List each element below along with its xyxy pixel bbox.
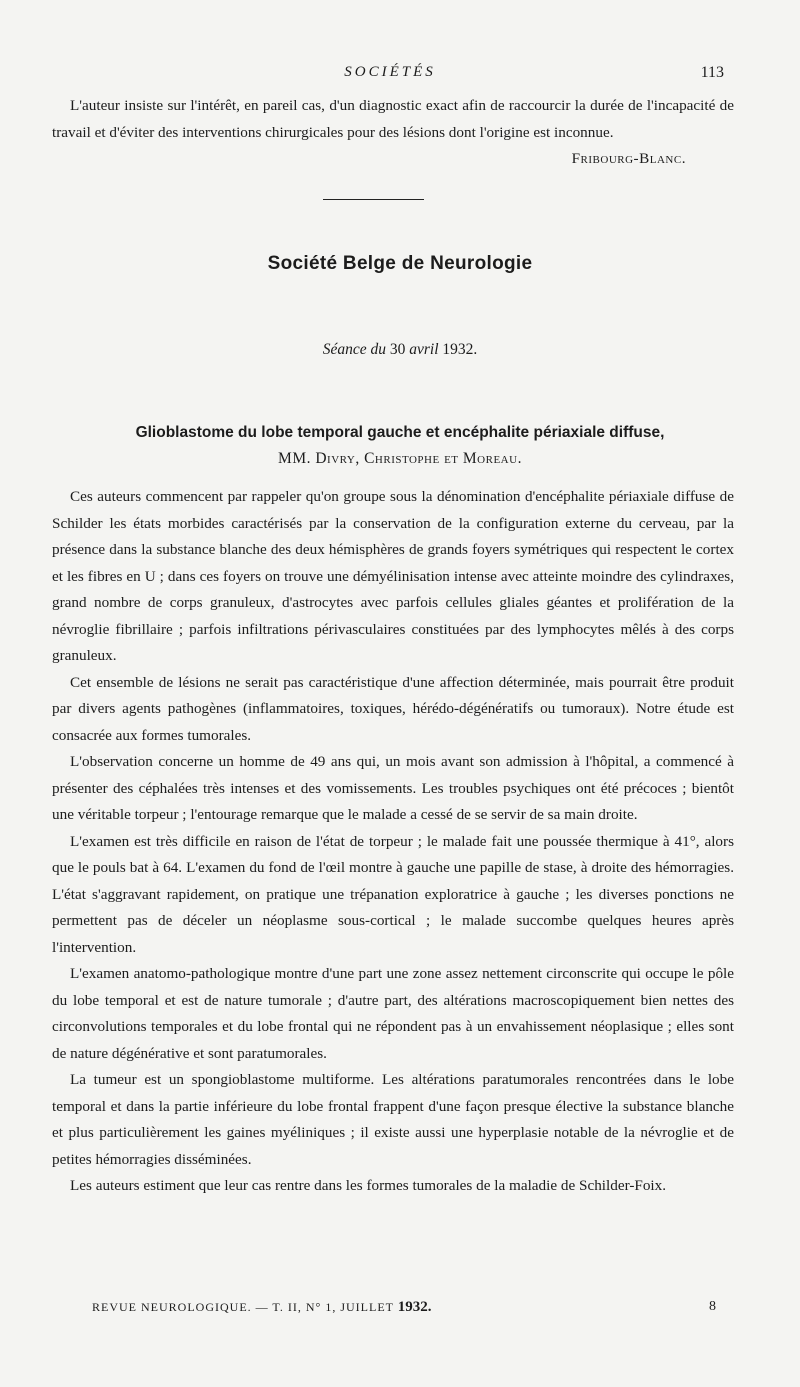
session-day: 30: [389, 341, 406, 358]
session-prefix: Séance du: [322, 341, 386, 358]
session-date: [0, 341, 800, 359]
society-title: Société Belge de Neurologie: [267, 253, 533, 274]
footer-year: 1932.: [397, 1299, 432, 1315]
running-title: SOCIÉTÉS: [344, 64, 436, 80]
footer-journal: [92, 1299, 432, 1316]
section-divider: [323, 199, 424, 200]
session-year: 1932.: [442, 341, 478, 358]
article-title: Glioblastome du lobe temporal gauche et encéphalite périaxiale diffuse,: [135, 424, 665, 441]
article-authors: MM. Divry, Christophe et Moreau.: [278, 450, 522, 467]
article-body: [52, 484, 734, 1200]
article-paragraph-2: Cet ensemble de lésions ne serait pas caractéristique d'une affection déterminée, mais pourrait être produit par divers agents pathogènes (inflammatoires, toxiques, hérédo-dégénératifs ou tumoraux). Notre étude est consacrée aux formes tumorales.: [52, 673, 734, 744]
article-paragraph-7: Les auteurs estiment que leur cas rentre dans les formes tumorales de la maladie de Schilder-Foix.: [70, 1177, 667, 1194]
intro-paragraph-block: [52, 93, 734, 173]
page-footer: [92, 1297, 716, 1321]
article-paragraph-1: Ces auteurs commencent par rappeler qu'on groupe sous la dénomination d'encéphalite périaxiale diffuse de Schilder les états morbides caractérisés par la conservation de la configuration externe du cerveau, par la présence dans la substance blanche des deux hémisphères de grands foyers symétriques qui respectent le cortex et les fibres en U ; dans ces foyers on trouve une démyélinisation intense avec atteinte moindre des cylindraxes, grand nombre de corps granuleux, d'astrocytes avec parfois cellules gliales géantes et prolifération de la névroglie fibrillaire ; parfois infiltrations périvasculaires constituées par des lymphocytes mêlés à des corps granuleux.: [52, 488, 734, 664]
session-month: avril: [409, 341, 439, 358]
article-paragraph-5: L'examen anatomo-pathologique montre d'une part une zone assez nettement circonscrite qui occupe le pôle du lobe temporal et est de nature tumorale ; d'autre part, des altérations macroscopiquement bien nettes des circonvolutions temporales et du lobe frontal qui ne répondent pas à un envahissement néoplasique ; elles sont de nature dégénérative et sont paratumorales.: [52, 965, 734, 1062]
footer-signature: 8: [709, 1299, 716, 1314]
article-paragraph-3: L'observation concerne un homme de 49 ans qui, un mois avant son admission à l'hôpital, a commencé à présenter des céphalées très intenses et des vomissements. Les troubles psychiques ont été précoces ; bientôt une véritable torpeur ; l'entourage remarque que le malade a cessé de se servir de sa main droite.: [52, 753, 734, 823]
running-head: [56, 62, 724, 86]
page-number: 113: [700, 64, 724, 81]
article-paragraph-6: La tumeur est un spongioblastome multiforme. Les altérations paratumorales rencontrées dans le lobe temporal et dans la partie inférieure du lobe frontal frappent d'une façon presque élective la substance blanche et plus particulièrement les gaines myéliniques ; il existe aussi une hyperplasie notable de la névroglie et de petites hémorragies disséminées.: [52, 1071, 734, 1168]
article-paragraph-4: L'examen est très difficile en raison de l'état de torpeur ; le malade fait une poussée thermique à 41°, alors que le pouls bat à 64. L'examen du fond de l'œil montre à gauche une papille de stase, à droite des hémorragies. L'état s'aggravant rapidement, on pratique une trépanation exploratrice à gauche ; les diverses ponctions ne permettent pas de déceler un néoplasme sous-cortical ; le malade succombe quelques heures après l'intervention.: [52, 832, 734, 956]
intro-signature: Fribourg-Blanc.: [571, 150, 686, 167]
intro-paragraph: [52, 93, 734, 167]
footer-journal-text: REVUE NEUROLOGIQUE. — T. II, N° 1, JUILLET: [92, 1300, 394, 1314]
intro-text: L'auteur insiste sur l'intérêt, en pareil cas, d'un diagnostic exact afin de raccourcir la durée de l'incapacité de travail et d'éviter des interventions chirurgicales pour des lésions dont l'origine est inconnue.: [52, 97, 734, 141]
